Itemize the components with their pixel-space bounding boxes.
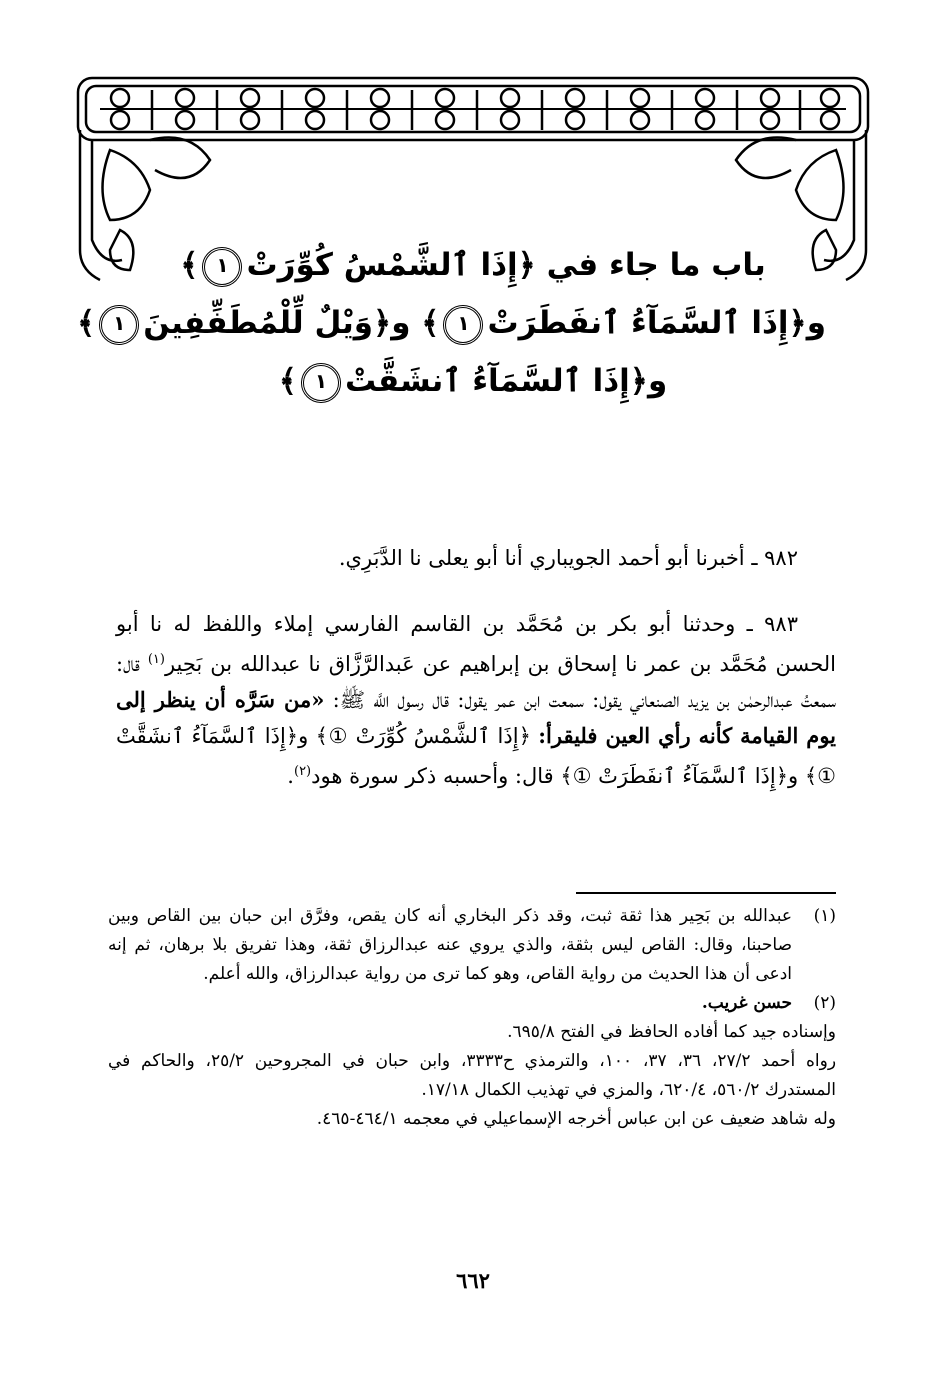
chapter-title-line-3 bbox=[120, 352, 826, 410]
verse-number-ring: ١ bbox=[202, 247, 242, 287]
hadith-983-isnad: ٩٨٣ ـ وحدثنا أبو بكر بن مُحَمَّد بن القاسم الفارسي إملاء واللفظ له نا أبو الحسن مُحَمَّد بن عمر نا إسحاق بن إبراهيم عن عَبدالرَّزَّاق نا عبدالله بن بَحِير bbox=[116, 612, 836, 676]
footnote-1-text: عبدالله بن بَحِير هذا ثقة ثبت، وقد ذكر البخاري أنه كان يقص، وفرَّق ابن حبان بين القاص وبين صاحبنا، وقال: القاص ليس بثقة، والذي يروي عنه عبدالرزاق ثقة، وهذا تفريق بلا برهان، ثم إنه ادعى أن هذا الحديث من رواية القاص، وهو كما ترى من رواية عبدالرزاق، والله أعلم. bbox=[108, 906, 792, 984]
footnote-2 bbox=[108, 989, 836, 1018]
title-text-1: باب ما جاء في ﴿إِذَا ٱلشَّمْسُ كُوِّرَتْ bbox=[246, 247, 766, 283]
title-text-2b: و﴿وَيْلٌ لِّلْمُطَفِّفِينَ bbox=[143, 305, 411, 341]
footnotes bbox=[108, 902, 836, 1134]
footnote-2-number: (٢) bbox=[813, 993, 836, 1013]
main-text bbox=[116, 540, 836, 794]
page-number: ٦٦٢ bbox=[456, 1268, 490, 1293]
chapter-title-line-2 bbox=[77, 294, 826, 352]
close-bracket: ﴾ bbox=[421, 305, 440, 341]
footnote-2-line-1: وإسناده جيد كما أفاده الحافظ في الفتح ٦٩٥/٨. bbox=[507, 1022, 836, 1042]
hadith-983-end: . bbox=[287, 764, 294, 788]
footnote-1-number: (١) bbox=[813, 906, 836, 926]
hadith-982: ٩٨٢ ـ أخبرنا أبو أحمد الجويباري أنا أبو يعلى نا الدَّبَرِي. bbox=[338, 546, 798, 570]
close-bracket: ﴾ bbox=[77, 305, 96, 341]
title-text-3: و﴿إِذَا ٱلسَّمَآءُ ٱنشَقَّتْ bbox=[344, 363, 668, 399]
footnote-separator bbox=[576, 892, 836, 894]
verse-number-ring: ١ bbox=[443, 305, 483, 345]
footnote-ref-1[interactable]: (١) bbox=[147, 652, 165, 667]
hadith-983 bbox=[116, 606, 836, 794]
hadith-983-verses: ﴿إِذَا ٱلشَّمْسُ كُوِّرَتْ ①﴾ و﴿إِذَا ٱلسَّمَآءُ ٱنشَقَّتْ ①﴾ و﴿إِذَا ٱلسَّمَآءُ ٱنفَطَرَتْ ①﴾ قال: وأحسبه ذكر سورة هود bbox=[116, 724, 836, 788]
title-text-2: و﴿إِذَا ٱلسَّمَآءُ ٱنفَطَرَتْ bbox=[487, 305, 826, 341]
footnote-2-heading: حسن غريب. bbox=[701, 993, 792, 1013]
close-bracket: ﴾ bbox=[180, 247, 199, 283]
hadith-983-chain: قال: سمعتُ عبدالرحمٰن بن يزيد الصنعاني يقول: سمعت ابن عمر يقول: قال رسول اللَّه ﷺ: bbox=[116, 652, 836, 712]
verse-number-ring: ١ bbox=[99, 305, 139, 345]
footnote-ref-2[interactable]: (٢) bbox=[293, 764, 312, 779]
hadith-983-matn: «من سَرَّه أن ينظر إلى يوم القيامة كأنه رأي العين فليقرأ: bbox=[116, 687, 837, 748]
close-bracket: ﴾ bbox=[278, 363, 297, 399]
chapter-title-line-1 bbox=[120, 236, 826, 294]
footnote-1 bbox=[108, 902, 836, 989]
chapter-title bbox=[77, 236, 826, 410]
verse-number-ring: ١ bbox=[301, 363, 341, 403]
footnote-2-line-3: وله شاهد ضعيف عن ابن عباس أخرجه الإسماعيلي في معجمه ٤٦٤/١-٤٦٥. bbox=[316, 1109, 836, 1129]
footnote-2-line-2: رواه أحمد ٢٧/٢، ٣٦، ٣٧، ١٠٠، والترمذي ح٣٣٣٣، وابن حبان في المجروحين ٢٥/٢، والحاكم في المستدرك ٥٦٠/٢، ٦٢٠/٤، والمزي في تهذيب الكمال ١٧/١٨. bbox=[108, 1051, 837, 1100]
